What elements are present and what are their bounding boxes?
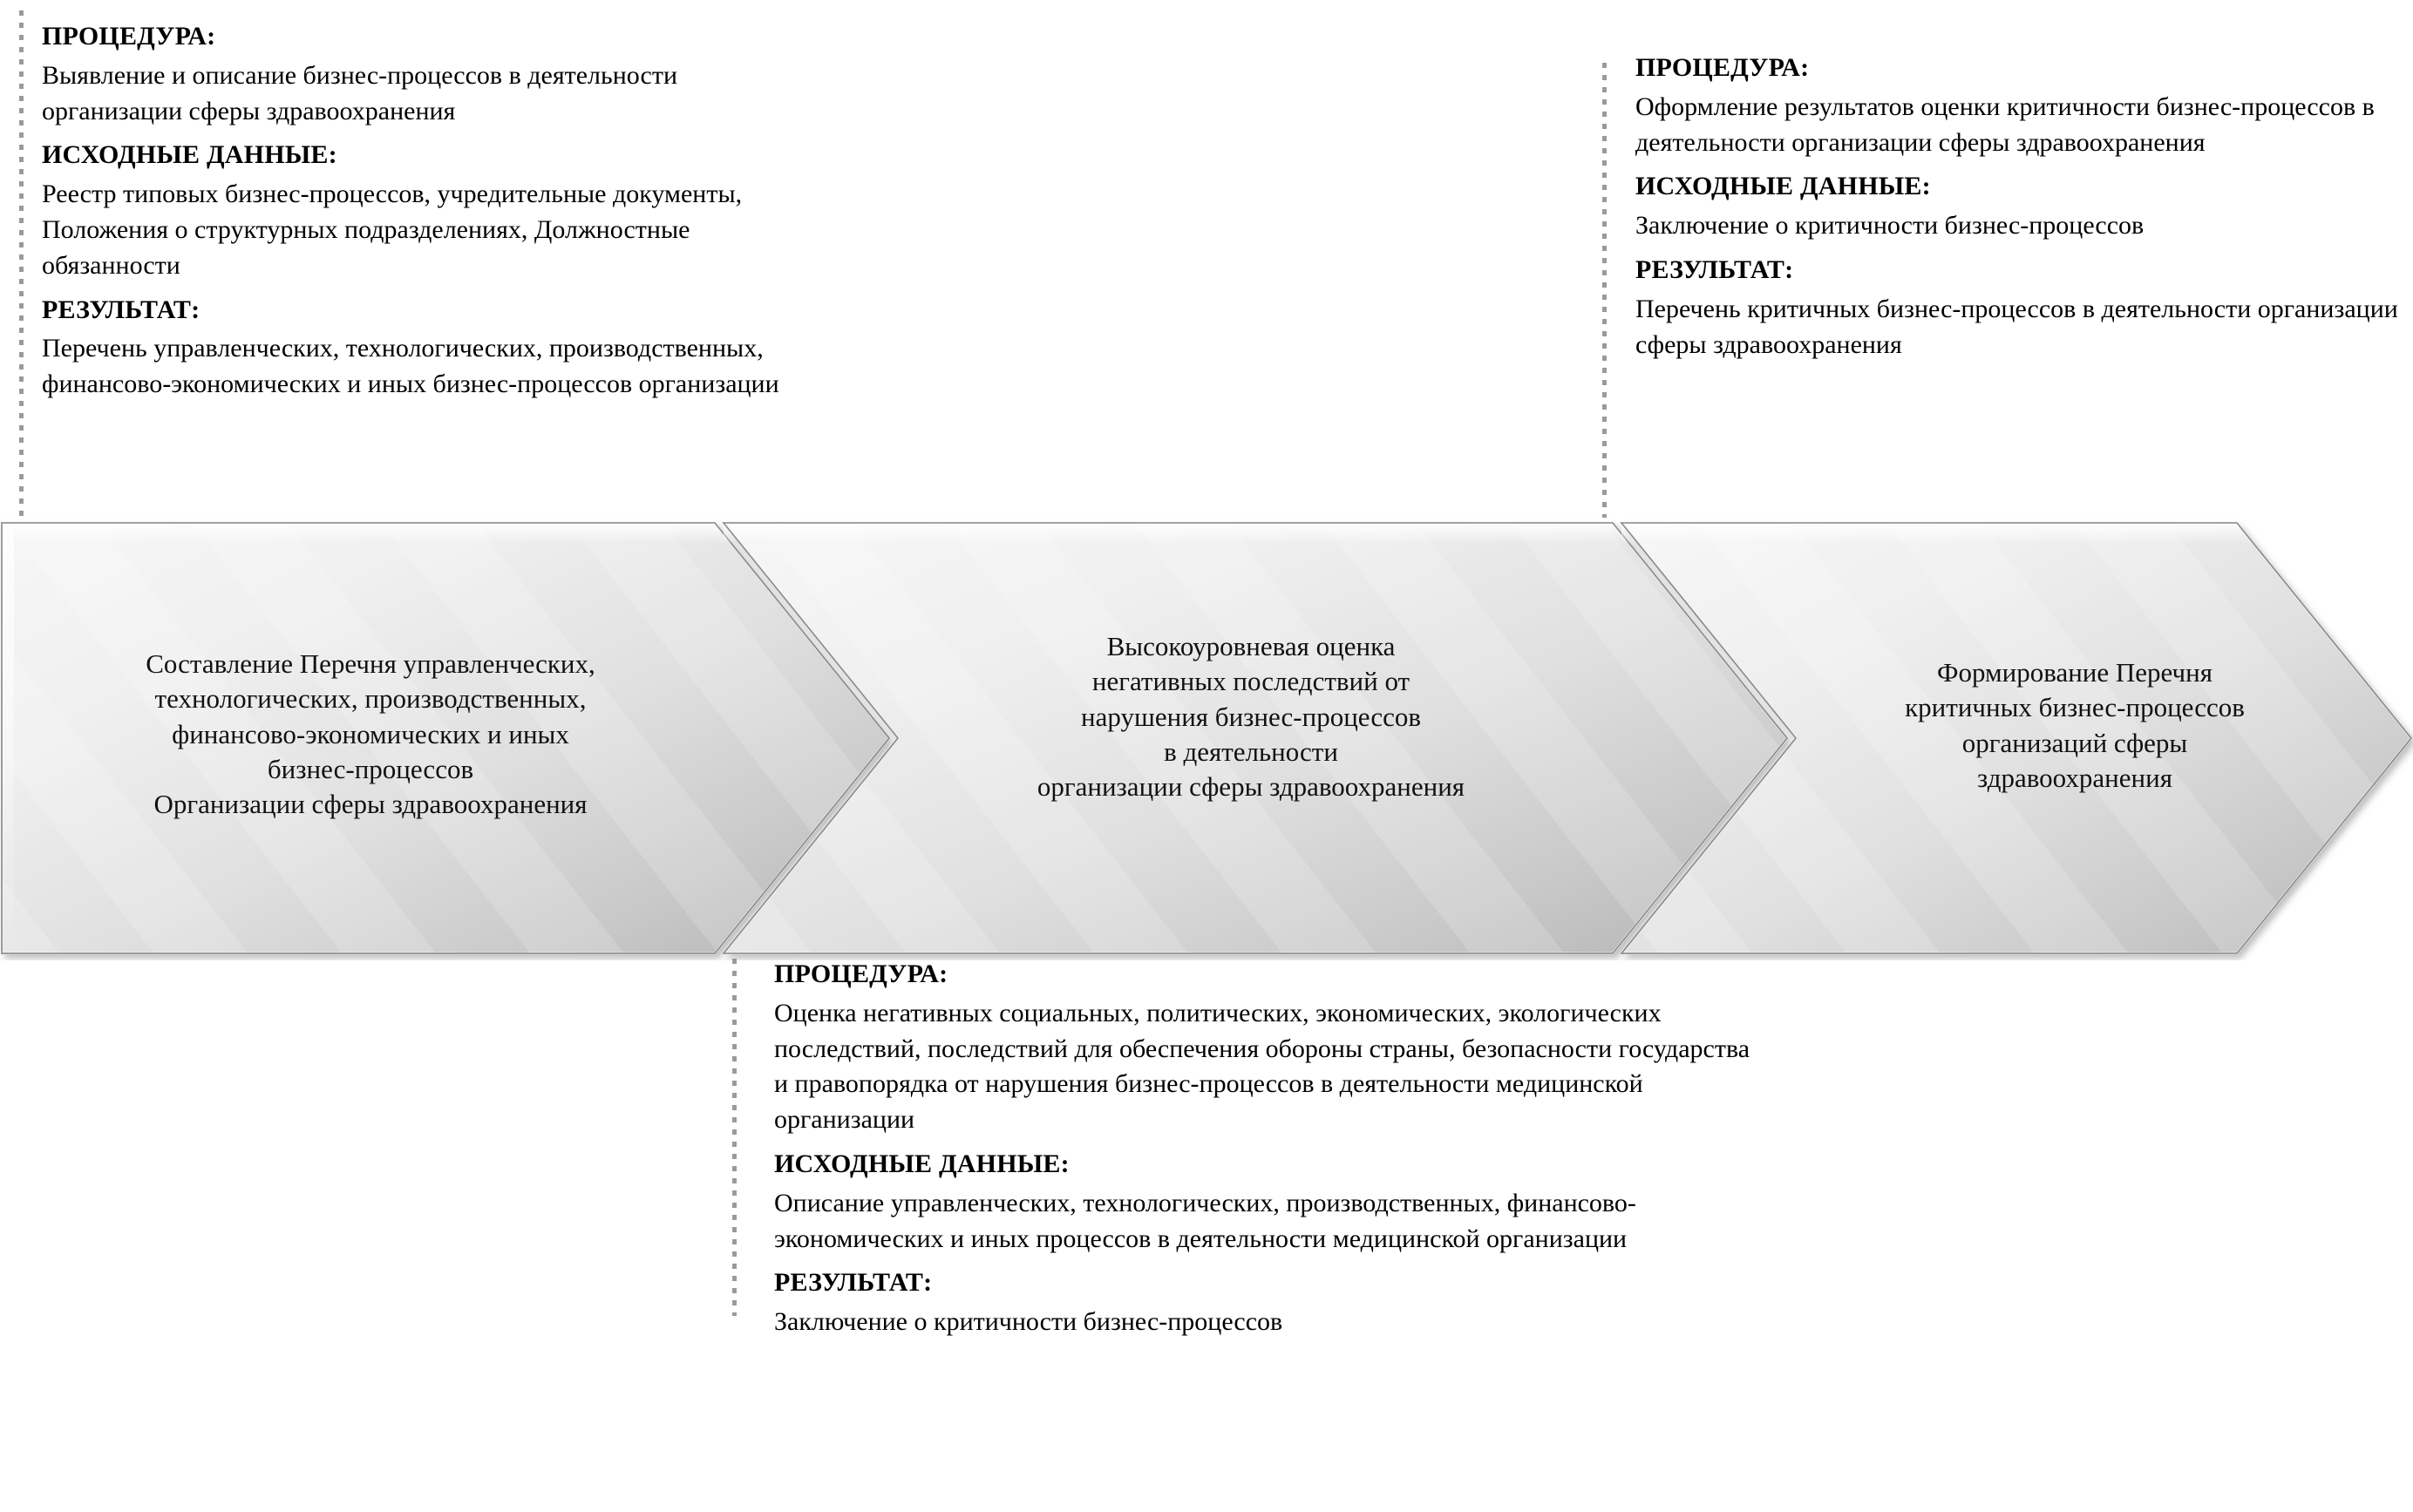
chevron-svg [0,516,2413,960]
chevron-step-2-line-2: негативных последствий от [1091,666,1410,697]
callout-step-2-procedure-label: ПРОЦЕДУРА: [774,959,948,988]
callout-step-2-input-text: Описание управленческих, технологических, производственных, финансово-экономических и иных процессов в деятельности медицинской организации [774,1188,1636,1253]
connector-line-step-3 [1602,63,1607,518]
callout-step-2 [774,957,1768,1340]
chevron-step-1-line-1: Составление Перечня управленческих, [146,648,595,679]
callout-step-2-result-text: Заключение о критичности бизнес-процессов [774,1307,1283,1337]
connector-line-step-2 [732,959,737,1316]
chevron-step-3-line-2: критичных бизнес-процессов [1905,692,2245,723]
chevron-step-2-line-4: в деятельности [1164,736,1338,767]
callout-step-1-procedure-label: ПРОЦЕДУРА: [42,22,216,51]
chevron-step-1-line-5: Организации сферы здравоохранения [153,789,588,820]
callout-step-1-procedure-text: Выявление и описание бизнес-процессов в деятельности организации сферы здравоохранения [42,60,677,125]
callout-step-1 [42,19,809,403]
callout-step-1-result-label: РЕЗУЛЬТАТ: [42,295,201,324]
callout-step-1-input-label: ИСХОДНЫЕ ДАННЫЕ: [42,140,337,170]
callout-step-3-result-label: РЕЗУЛЬТАТ: [1635,254,1794,284]
callout-step-3-procedure-label: ПРОЦЕДУРА: [1635,53,1810,82]
chevron-step-1[interactable] [0,521,898,957]
connector-line-step-1 [19,10,24,518]
callout-step-3-input-label: ИСХОДНЫЕ ДАННЫЕ: [1635,172,1931,201]
callout-step-2-input-label: ИСХОДНЫЕ ДАННЫЕ: [774,1149,1070,1178]
callout-step-2-result-label: РЕЗУЛЬТАТ: [774,1268,933,1298]
chevron-step-1-line-3: финансово-экономических и иных [172,718,569,749]
chevron-step-2-line-3: нарушения бизнес-процессов [1081,701,1421,732]
chevron-step-3-line-3: организаций сферы [1961,727,2188,758]
callout-step-3-procedure-text: Оформление результатов оценки критичности бизнес-процессов в деятельности организации сферы здравоохранения [1635,92,2375,157]
chevron-step-3-line-1: Формирование Перечня [1937,657,2212,688]
chevron-band [0,516,2413,960]
callout-step-3-result-text: Перечень критичных бизнес-процессов в деятельности организации сферы здравоохранения [1635,294,2398,359]
callout-step-1-result-text: Перечень управленческих, технологических, производственных, финансово-экономических и иных бизнес-процессов организации [42,334,779,399]
chevron-step-1-line-2: технологических, производственных, [154,683,587,715]
callout-step-3-input-text: Заключение о критичности бизнес-процессов [1635,211,2145,241]
chevron-step-1-line-4: бизнес-процессов [267,753,474,784]
chevron-step-2-line-5: организации сферы здравоохранения [1037,771,1465,803]
chevron-step-2-line-1: Высокоуровневая оценка [1106,631,1396,661]
callout-step-3 [1635,51,2403,363]
chevron-step-3-line-4: здравоохранения [1977,762,2172,793]
callout-step-2-procedure-text: Оценка негативных социальных, политических, экономических, экологических последствий, последствий для обеспечения обороны страны, безопасности государства и правопорядка от нарушения бизнес-процессов в деятельности медицинской организации [774,998,1750,1135]
callout-step-1-input-text: Реестр типовых бизнес-процессов, учредительные документы, Положения о структурных подразделениях, Должностные обязанности [42,180,743,280]
